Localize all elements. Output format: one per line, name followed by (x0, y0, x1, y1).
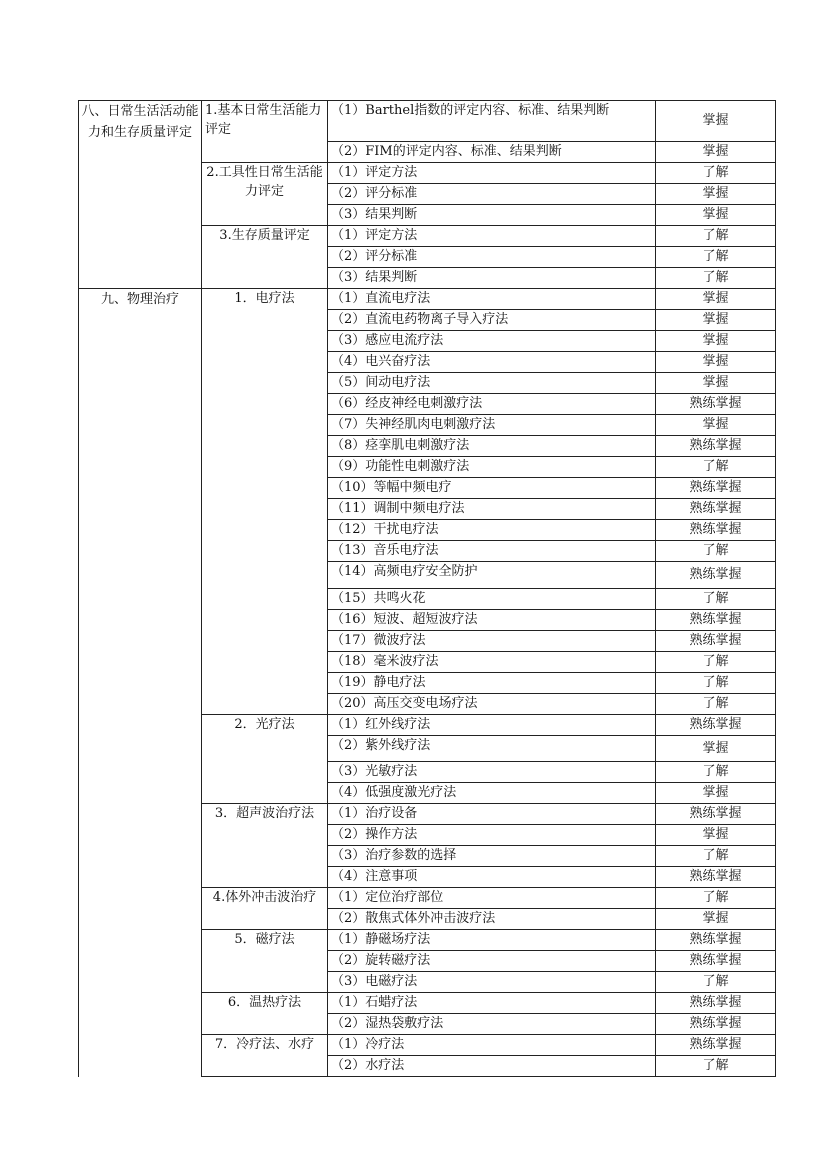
item-cell: （10）等幅中频电疗 (328, 478, 656, 499)
level-cell: 熟练掌握 (656, 436, 776, 457)
item-cell: （9）功能性电刺激疗法 (328, 457, 656, 478)
item-cell: （4）电兴奋疗法 (328, 352, 656, 373)
level-cell: 熟练掌握 (656, 562, 776, 589)
level-cell: 熟练掌握 (656, 951, 776, 972)
item-cell: （5）间动电疗法 (328, 373, 656, 394)
item-cell: （2）FIM的评定内容、标准、结果判断 (328, 142, 656, 163)
item-cell: （15）共鸣火花 (328, 589, 656, 610)
level-cell: 熟练掌握 (656, 478, 776, 499)
item-cell: （1）治疗设备 (328, 804, 656, 825)
level-cell: 掌握 (656, 289, 776, 310)
level-cell: 熟练掌握 (656, 394, 776, 415)
topic-cell: 2.工具性日常生活能力评定 (202, 163, 328, 226)
item-cell: （3）电磁疗法 (328, 972, 656, 993)
level-cell: 了解 (656, 541, 776, 562)
level-cell: 了解 (656, 247, 776, 268)
topic-cell: 1.基本日常生活能力评定 (202, 101, 328, 163)
level-cell: 掌握 (656, 184, 776, 205)
item-cell: （1）Barthel指数的评定内容、标准、结果判断 (328, 101, 656, 142)
level-cell: 了解 (656, 972, 776, 993)
item-cell: （1）评定方法 (328, 226, 656, 247)
item-cell: （1）定位治疗部位 (328, 888, 656, 909)
level-cell: 了解 (656, 846, 776, 867)
level-cell: 掌握 (656, 142, 776, 163)
item-cell: （6）经皮神经电刺激疗法 (328, 394, 656, 415)
topic-cell: 3．超声波治疗法 (202, 804, 328, 888)
item-cell: （1）直流电疗法 (328, 289, 656, 310)
topic-cell: 4.体外冲击波治疗 (202, 888, 328, 930)
table-row (79, 289, 776, 310)
topic-cell: 2．光疗法 (202, 715, 328, 804)
level-cell: 了解 (656, 888, 776, 909)
topic-cell: 1．电疗法 (202, 289, 328, 715)
table-row (79, 101, 776, 142)
item-cell: （3）光敏疗法 (328, 762, 656, 783)
level-cell: 了解 (656, 268, 776, 289)
item-cell: （7）失神经肌肉电刺激疗法 (328, 415, 656, 436)
item-cell: （4）注意事项 (328, 867, 656, 888)
level-cell: 熟练掌握 (656, 1035, 776, 1056)
topic-cell: 5．磁疗法 (202, 930, 328, 993)
item-cell: （1）石蜡疗法 (328, 993, 656, 1014)
item-cell: （14）高频电疗安全防护 (328, 562, 656, 589)
syllabus-table (78, 100, 776, 1077)
level-cell: 了解 (656, 163, 776, 184)
item-cell: （2）水疗法 (328, 1056, 656, 1077)
level-cell: 了解 (656, 589, 776, 610)
level-cell: 了解 (656, 652, 776, 673)
item-cell: （1）红外线疗法 (328, 715, 656, 736)
level-cell: 掌握 (656, 783, 776, 804)
item-cell: （16）短波、超短波疗法 (328, 610, 656, 631)
topic-cell: 6．温热疗法 (202, 993, 328, 1035)
item-cell: （1）冷疗法 (328, 1035, 656, 1056)
item-cell: （11）调制中频电疗法 (328, 499, 656, 520)
section-cell: 八、日常生活活动能力和生存质量评定 (79, 101, 202, 289)
level-cell: 掌握 (656, 310, 776, 331)
topic-cell: 3.生存质量评定 (202, 226, 328, 289)
item-cell: （2）评分标准 (328, 247, 656, 268)
item-cell: （2）旋转磁疗法 (328, 951, 656, 972)
item-cell: （2）散焦式体外冲击波疗法 (328, 909, 656, 930)
item-cell: （12）干扰电疗法 (328, 520, 656, 541)
item-cell: （3）感应电流疗法 (328, 331, 656, 352)
level-cell: 掌握 (656, 373, 776, 394)
level-cell: 了解 (656, 457, 776, 478)
level-cell: 了解 (656, 1056, 776, 1077)
level-cell: 熟练掌握 (656, 610, 776, 631)
item-cell: （2）直流电药物离子导入疗法 (328, 310, 656, 331)
level-cell: 熟练掌握 (656, 993, 776, 1014)
level-cell: 了解 (656, 673, 776, 694)
level-cell: 掌握 (656, 909, 776, 930)
item-cell: （1）静磁场疗法 (328, 930, 656, 951)
level-cell: 熟练掌握 (656, 631, 776, 652)
level-cell: 熟练掌握 (656, 804, 776, 825)
item-cell: （8）痉挛肌电刺激疗法 (328, 436, 656, 457)
level-cell: 掌握 (656, 352, 776, 373)
item-cell: （2）紫外线疗法 (328, 736, 656, 762)
level-cell: 掌握 (656, 736, 776, 762)
level-cell: 了解 (656, 226, 776, 247)
item-cell: （3）结果判断 (328, 268, 656, 289)
level-cell: 了解 (656, 694, 776, 715)
item-cell: （2）湿热袋敷疗法 (328, 1014, 656, 1035)
level-cell: 掌握 (656, 415, 776, 436)
level-cell: 掌握 (656, 331, 776, 352)
level-cell: 了解 (656, 762, 776, 783)
section-cell: 九、物理治疗 (79, 289, 202, 1077)
item-cell: （3）结果判断 (328, 205, 656, 226)
level-cell: 掌握 (656, 825, 776, 846)
level-cell: 熟练掌握 (656, 520, 776, 541)
item-cell: （13）音乐电疗法 (328, 541, 656, 562)
item-cell: （20）高压交变电场疗法 (328, 694, 656, 715)
item-cell: （2）操作方法 (328, 825, 656, 846)
level-cell: 掌握 (656, 101, 776, 142)
item-cell: （19）静电疗法 (328, 673, 656, 694)
item-cell: （17）微波疗法 (328, 631, 656, 652)
item-cell: （18）毫米波疗法 (328, 652, 656, 673)
level-cell: 熟练掌握 (656, 715, 776, 736)
level-cell: 熟练掌握 (656, 1014, 776, 1035)
item-cell: （3）治疗参数的选择 (328, 846, 656, 867)
level-cell: 掌握 (656, 205, 776, 226)
item-cell: （4）低强度激光疗法 (328, 783, 656, 804)
level-cell: 熟练掌握 (656, 499, 776, 520)
level-cell: 熟练掌握 (656, 930, 776, 951)
item-cell: （2）评分标准 (328, 184, 656, 205)
topic-cell: 7．冷疗法、水疗 (202, 1035, 328, 1077)
level-cell: 熟练掌握 (656, 867, 776, 888)
item-cell: （1）评定方法 (328, 163, 656, 184)
